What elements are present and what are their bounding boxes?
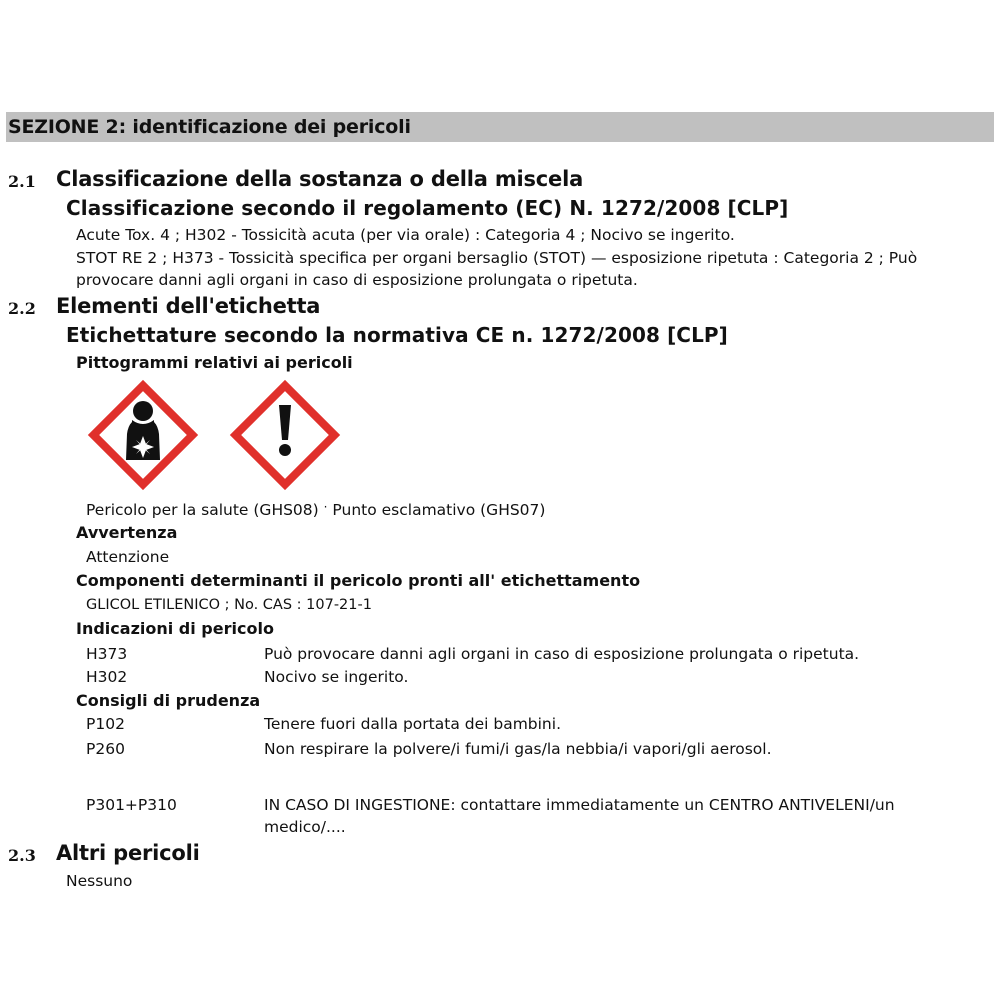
section-number-2-1: 2.1	[8, 172, 36, 191]
pictogram-caption-ghs08: Pericolo per la salute (GHS08)	[86, 501, 319, 519]
health-hazard-icon	[84, 376, 202, 494]
exclamation-mark-icon	[226, 376, 344, 494]
subsection-title-2-2: Elementi dell'etichetta	[56, 294, 321, 318]
labelling-heading: Etichettature secondo la normativa CE n. 1272/2008 [CLP]	[66, 323, 728, 347]
precaution-statement-text: Tenere fuori dalla portata dei bambini.	[264, 715, 561, 733]
hazard-statement-text: Può provocare danni agli organi in caso di esposizione prolungata o ripetuta.	[264, 645, 860, 663]
section-title: SEZIONE 2: identificazione dei pericoli	[8, 116, 411, 138]
precaution-code: P260	[86, 740, 125, 758]
hazard-statements-heading: Indicazioni di pericolo	[76, 619, 274, 638]
precaution-statement-text-cont: medico/....	[264, 818, 346, 836]
precaution-statement-text: IN CASO DI INGESTIONE: contattare immediatamente un CENTRO ANTIVELENI/un	[264, 796, 895, 814]
classification-heading: Classificazione secondo il regolamento (EC) N. 1272/2008 [CLP]	[66, 196, 789, 220]
classification-line-acute-tox: Acute Tox. 4 ; H302 - Tossicità acuta (per via orale) : Categoria 4 ; Nocivo se ingerito.	[76, 226, 735, 244]
pictogram-caption-separator: ·	[323, 500, 328, 514]
precaution-statement-text: Non respirare la polvere/i fumi/i gas/la nebbia/i vapori/gli aerosol.	[264, 740, 772, 758]
pictograms-heading: Pittogrammi relativi ai pericoli	[76, 353, 353, 372]
hazardous-components-heading: Componenti determinanti il pericolo pronti all' etichettamento	[76, 571, 641, 590]
section-number-2-2: 2.2	[8, 299, 36, 318]
hazardous-component-value: GLICOL ETILENICO ; No. CAS : 107-21-1	[86, 597, 372, 613]
classification-line-stot-re-cont: provocare danni agli organi in caso di esposizione prolungata o ripetuta.	[76, 271, 638, 289]
pictograms-caption	[86, 500, 545, 519]
subsection-title-2-1: Classificazione della sostanza o della miscela	[56, 167, 584, 191]
pictogram-caption-ghs07: Punto esclamativo (GHS07)	[332, 501, 546, 519]
hazard-statement-text: Nocivo se ingerito.	[264, 668, 409, 686]
precautionary-statements-heading: Consigli di prudenza	[76, 691, 261, 710]
other-hazards-value: Nessuno	[66, 872, 133, 890]
classification-line-stot-re: STOT RE 2 ; H373 - Tossicità specifica per organi bersaglio (STOT) — esposizione ripetuta : Categoria 2 ; Può	[76, 249, 918, 267]
precaution-code: P301+P310	[86, 796, 177, 814]
subsection-title-2-3: Altri pericoli	[56, 841, 200, 865]
hazard-code: H302	[86, 668, 128, 686]
section-number-2-3: 2.3	[8, 846, 36, 865]
precaution-code: P102	[86, 715, 125, 733]
signal-word-heading: Avvertenza	[76, 523, 178, 542]
signal-word: Attenzione	[86, 548, 170, 566]
hazard-code: H373	[86, 645, 128, 663]
